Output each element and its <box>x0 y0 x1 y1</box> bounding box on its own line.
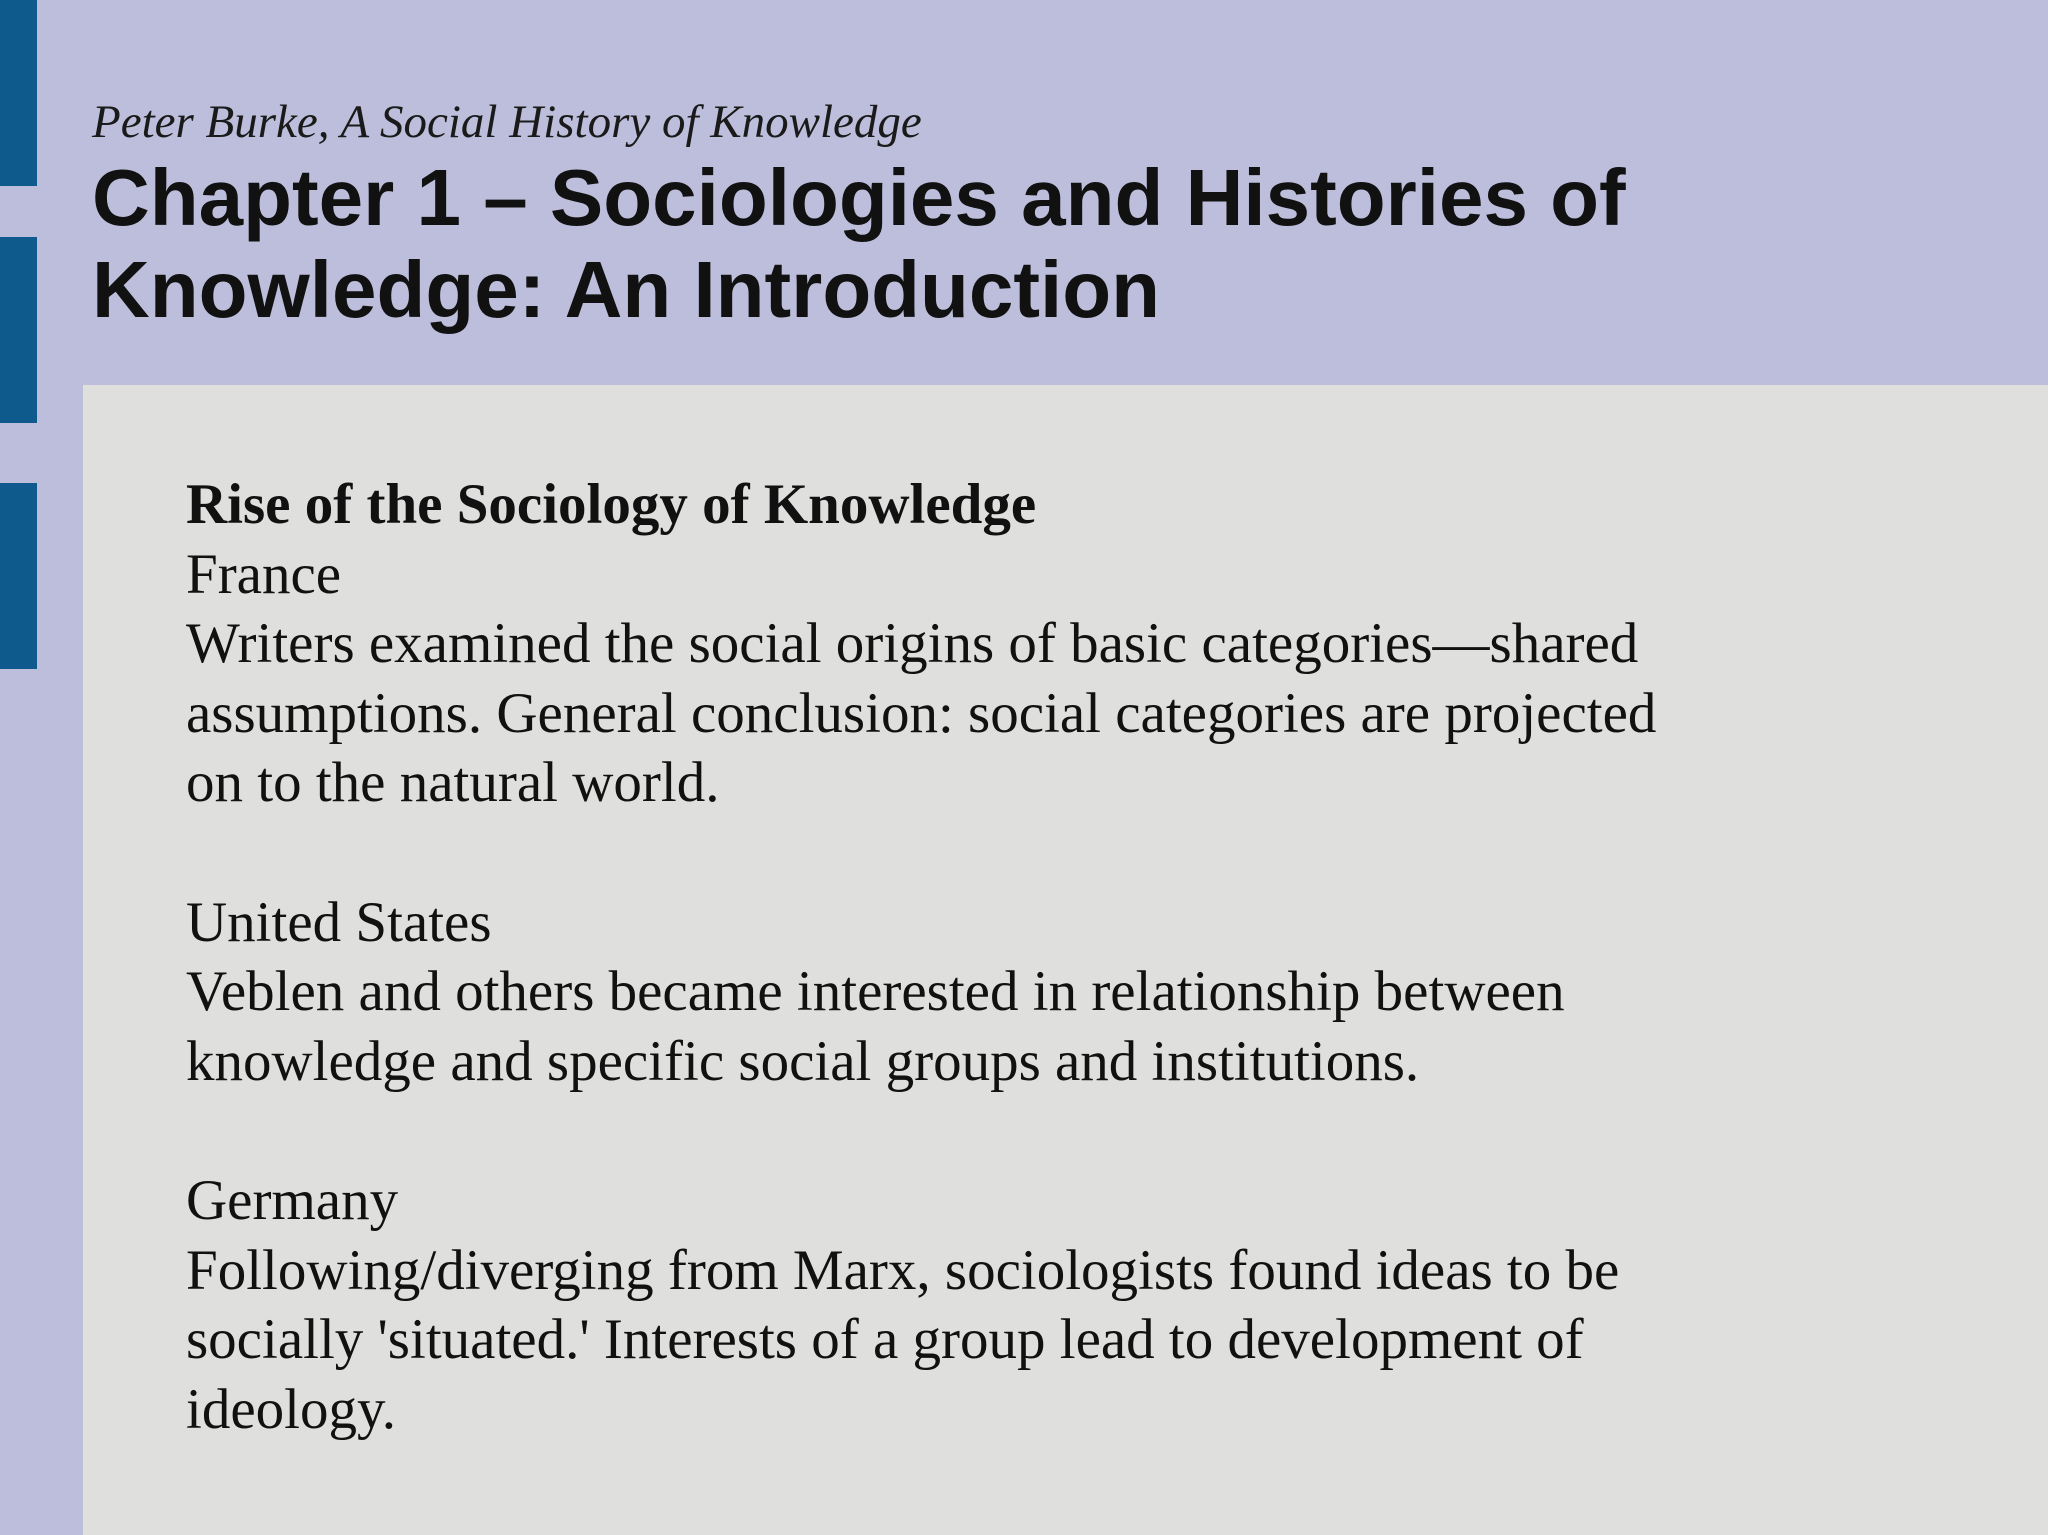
section-text-line: Veblen and others became interested in relationship between <box>186 960 1565 1024</box>
accent-bar-top <box>0 0 37 186</box>
spacer <box>186 818 1966 888</box>
accent-bar-middle <box>0 237 37 423</box>
slide-title <box>92 152 1992 336</box>
section-text-line: ideology. <box>186 1377 397 1441</box>
slide-subtitle: Peter Burke, A Social History of Knowledge <box>92 96 922 148</box>
section-label-germany: Germany <box>186 1168 399 1232</box>
section-text-line: knowledge and specific social groups and institutions. <box>186 1029 1420 1093</box>
section-text-line: Writers examined the social origins of basic categories—shared <box>186 612 1639 676</box>
slide-title-line: Knowledge: An Introduction <box>92 245 1161 334</box>
section-text-line: assumptions. General conclusion: social categories are projected <box>186 681 1657 745</box>
accent-bar-bottom <box>0 483 37 669</box>
slide-title-line: Chapter 1 – Sociologies and Histories of <box>92 153 1626 242</box>
slide-header <box>92 92 1992 336</box>
content-heading: Rise of the Sociology of Knowledge <box>186 473 1037 536</box>
section-text-line: Following/diverging from Marx, sociologists found ideas to be <box>186 1238 1620 1302</box>
section-label-france: France <box>186 542 342 606</box>
section-text-line: socially 'situated.' Interests of a group lead to development of <box>186 1308 1584 1372</box>
slide-content <box>186 470 1966 1444</box>
section-label-united-states: United States <box>186 890 492 954</box>
spacer <box>186 1096 1966 1166</box>
section-text-line: on to the natural world. <box>186 751 720 815</box>
